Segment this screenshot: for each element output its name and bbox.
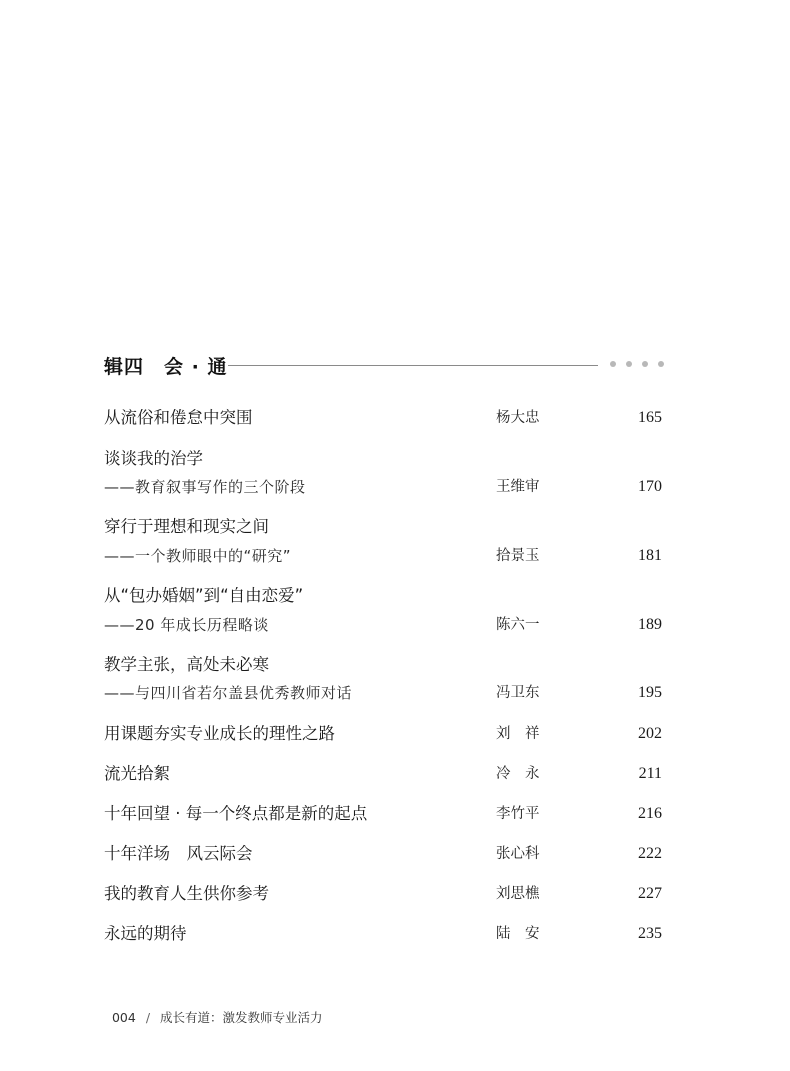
entry-author: 杨大忠: [496, 410, 540, 426]
entry-author: 刘思樵: [496, 886, 540, 902]
entry-title: 永远的期待: [104, 924, 187, 943]
toc-entry[interactable]: [104, 761, 664, 787]
entry-title: 教学主张，高处未必寒: [104, 655, 269, 674]
page-footer: [104, 988, 323, 1025]
entry-page: 211: [638, 765, 662, 782]
entry-title: 用课题夯实专业成长的理性之路: [104, 724, 335, 743]
entry-author: 陈六一: [496, 617, 540, 633]
dot-icon: [610, 361, 616, 367]
entry-page: 189: [638, 616, 662, 633]
toc-entry[interactable]: [104, 583, 664, 609]
entry-page: 227: [638, 885, 662, 902]
entry-page: 222: [638, 845, 662, 862]
entry-title: 十年回望 · 每一个终点都是新的起点: [104, 804, 368, 823]
entry-title: 从“包办婚姻”到“自由恋爱”: [104, 586, 304, 605]
entry-page: 195: [638, 684, 662, 701]
entry-author: 陆 安: [496, 926, 540, 942]
footer-book-title: 成长有道：激发教师专业活力: [160, 1010, 323, 1025]
footer-separator: /: [145, 1010, 151, 1025]
toc-entry[interactable]: [104, 721, 664, 747]
toc-entry-sub[interactable]: [104, 680, 664, 706]
section-header: [104, 350, 664, 380]
dot-icon: [626, 361, 632, 367]
entry-title: 谈谈我的治学: [104, 449, 203, 468]
entry-title: 穿行于理想和现实之间: [104, 517, 269, 536]
entry-title: 从流俗和倦怠中突围: [104, 408, 253, 427]
footer-page-number: 004: [111, 1010, 136, 1025]
toc-entry-sub[interactable]: [104, 543, 664, 569]
toc-entry[interactable]: [104, 446, 664, 472]
toc-entry[interactable]: [104, 881, 664, 907]
entry-page: 235: [638, 925, 662, 942]
toc-entry[interactable]: [104, 652, 664, 678]
entry-author: 王维审: [496, 479, 540, 495]
toc-entry[interactable]: [104, 921, 664, 947]
section-title: 辑四 会 · 通: [104, 356, 228, 378]
toc-entry-sub[interactable]: [104, 474, 664, 500]
entry-page: 181: [638, 547, 662, 564]
header-rule: [228, 365, 598, 366]
entry-page: 165: [638, 409, 662, 426]
toc-entry[interactable]: [104, 514, 664, 540]
dot-icon: [642, 361, 648, 367]
entry-author: 冯卫东: [496, 685, 540, 701]
toc-entry[interactable]: [104, 841, 664, 867]
entry-author: 张心科: [496, 846, 540, 862]
entry-subtitle: ——与四川省若尔盖县优秀教师对话: [104, 684, 353, 702]
entry-author: 李竹平: [496, 806, 540, 822]
entry-subtitle: ——教育叙事写作的三个阶段: [104, 478, 306, 496]
entry-title: 十年洋场 风云际会: [104, 844, 253, 863]
entry-title: 流光拾絮: [104, 764, 170, 783]
entry-page: 170: [638, 478, 662, 495]
entry-subtitle: ——一个教师眼中的“研究”: [104, 547, 292, 565]
dot-icon: [658, 361, 664, 367]
entry-title: 我的教育人生供你参考: [104, 884, 269, 903]
entry-author: 拾景玉: [496, 548, 540, 564]
toc-entry[interactable]: [104, 801, 664, 827]
toc-entry[interactable]: [104, 405, 664, 431]
entry-page: 202: [638, 725, 662, 742]
entry-author: 冷 永: [496, 766, 540, 782]
entry-page: 216: [638, 805, 662, 822]
entry-subtitle: ——20 年成长历程略谈: [104, 616, 269, 634]
header-dots: [610, 361, 664, 369]
toc-entry-sub[interactable]: [104, 612, 664, 638]
entry-author: 刘 祥: [496, 726, 540, 742]
